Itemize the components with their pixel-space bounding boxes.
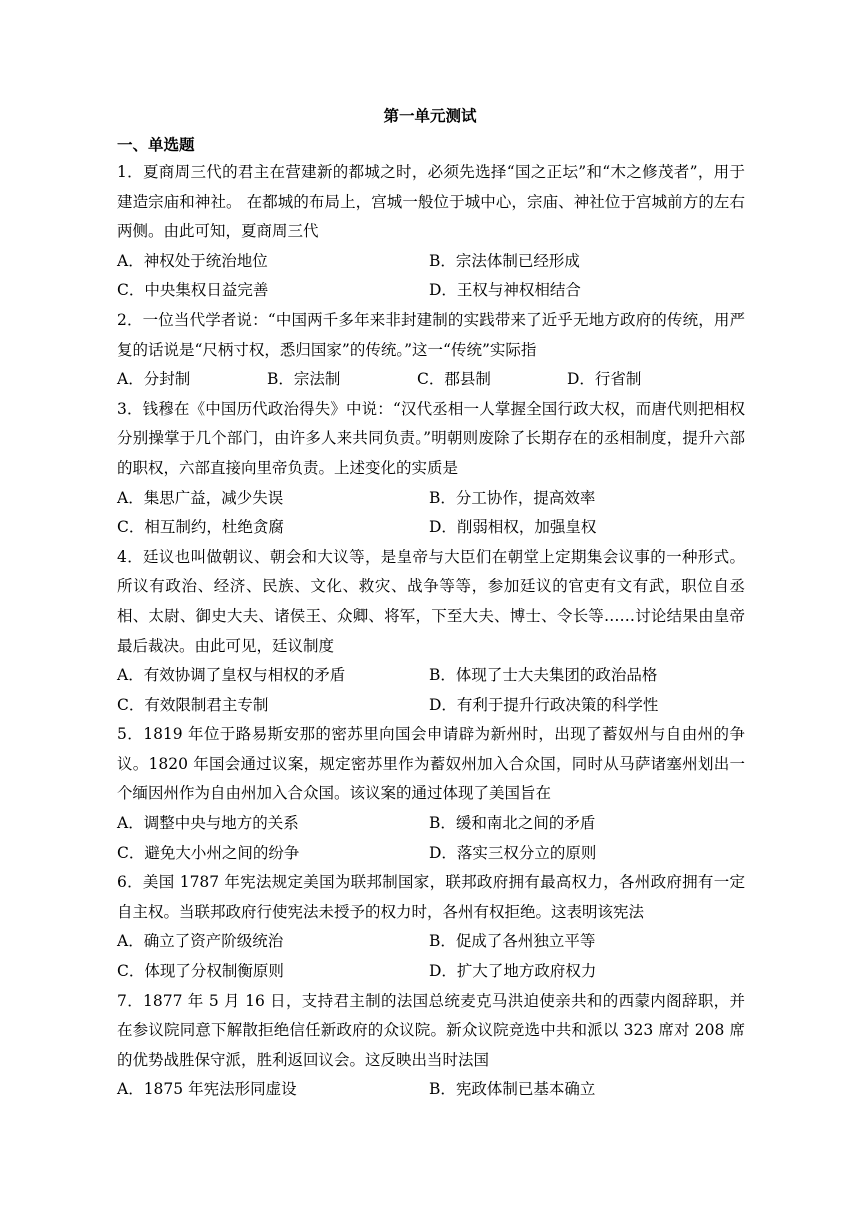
option-d: D．削弱相权，加强皇权 bbox=[429, 518, 597, 537]
question-stem: 2．一位当代学者说：“中国两千多年来非封建制的实践带来了近乎无地方政府的传统，用严复的话说是“尺柄寸权，悉归国家”的传统。”这一“传统”实际指 bbox=[117, 310, 745, 359]
question-1 bbox=[117, 158, 745, 306]
option-c: C．相互制约，杜绝贪腐 bbox=[117, 518, 284, 537]
question-2 bbox=[117, 306, 745, 395]
option-c: C．体现了分权制衡原则 bbox=[117, 962, 284, 981]
document-title: 第一单元测试 bbox=[383, 106, 477, 125]
section-heading: 一、单选题 bbox=[117, 135, 195, 154]
option-group bbox=[117, 927, 745, 986]
option-a: A．1875 年宪法形同虚设 bbox=[117, 1080, 297, 1099]
question-5 bbox=[117, 720, 745, 868]
option-a: A．分封制 bbox=[117, 370, 191, 389]
option-group bbox=[117, 365, 745, 395]
question-stem: 7．1877 年 5 月 16 日，支持君主制的法国总统麦克马洪迫使亲共和的西蒙内阁辞职，并在参议院同意下解散拒绝信任新政府的众议院。新众议院竞选中共和派以 323 席对 208 席的优势战胜保守派，胜利返回议会。这反映出当时法国 bbox=[117, 991, 745, 1069]
option-d: D．有利于提升行政决策的科学性 bbox=[429, 695, 659, 714]
question-6 bbox=[117, 868, 745, 986]
option-c: C．中央集权日益完善 bbox=[117, 281, 269, 300]
question-stem: 3．钱穆在《中国历代政治得失》中说：“汉代丞相一人掌握全国行政大权，而唐代则把相权分别操掌于几个部门，由许多人来共同负责。”明朝则废除了长期存在的丞相制度，提升六部的职权，六部直接向里帝负责。上述变化的实质是 bbox=[117, 399, 745, 477]
question-stem: 6．美国 1787 年宪法规定美国为联邦制国家，联邦政府拥有最高权力，各州政府拥有一定自主权。当联邦政府行使宪法未授予的权力时，各州有权拒绝。这表明该宪法 bbox=[117, 873, 745, 921]
option-b: B．宗法体制已经形成 bbox=[429, 251, 580, 270]
option-c: C．郡县制 bbox=[417, 370, 491, 389]
option-a: A．调整中央与地方的关系 bbox=[117, 814, 299, 833]
question-stem: 5．1819 年位于路易斯安那的密苏里向国会申请辟为新州时，出现了蓄奴州与自由州的争议。1820 年国会通过议案，规定密苏里作为蓄奴州加入合众国，同时从马萨诸塞州划出一个缅因州作为自由州加入合众国。该议案的通过体现了美国旨在 bbox=[117, 725, 745, 803]
option-c: C．有效限制君主专制 bbox=[117, 695, 269, 714]
option-d: D．落实三权分立的原则 bbox=[429, 843, 597, 862]
option-group bbox=[117, 661, 745, 720]
option-a: A．集思广益，减少失误 bbox=[117, 488, 284, 507]
option-a: A．有效协调了皇权与相权的矛盾 bbox=[117, 666, 346, 685]
question-3 bbox=[117, 395, 745, 543]
option-group bbox=[117, 247, 745, 306]
question-stem: 1．夏商周三代的君主在营建新的都城之时，必须先选择“国之正坛”和“木之修茂者”，用于建造宗庙和神社。 在都城的布局上，宫城一般位于城中心，宗庙、神社位于宫城前方的左右两侧。由此可知，夏商周三代 bbox=[117, 163, 745, 241]
option-c: C．避免大小州之间的纷争 bbox=[117, 843, 300, 862]
question-stem: 4．廷议也叫做朝议、朝会和大议等，是皇帝与大臣们在朝堂上定期集会议事的一种形式。所议有政治、经济、民族、文化、救灾、战争等等，参加廷议的官吏有文有武，职位自丞相、太尉、御史大夫、诸侯王、众卿、将军，下至大夫、博士、令长等……讨论结果由皇帝最后裁决。由此可见，廷议制度 bbox=[117, 547, 745, 655]
option-group bbox=[117, 809, 745, 868]
option-group bbox=[117, 484, 745, 543]
option-b: B．促成了各州独立平等 bbox=[429, 932, 596, 951]
option-d: D．扩大了地方政府权力 bbox=[429, 962, 597, 981]
question-4 bbox=[117, 543, 745, 721]
option-b: B．分工协作，提高效率 bbox=[429, 488, 596, 507]
option-b: B．宗法制 bbox=[267, 370, 341, 389]
option-a: A．确立了资产阶级统治 bbox=[117, 932, 284, 951]
option-b: B．宪政体制已基本确立 bbox=[429, 1080, 596, 1099]
option-b: B．体现了士大夫集团的政治品格 bbox=[429, 666, 658, 685]
option-d: D．行省制 bbox=[567, 370, 642, 389]
option-group bbox=[117, 1075, 745, 1105]
question-list bbox=[117, 158, 745, 1105]
question-7 bbox=[117, 987, 745, 1105]
option-a: A．神权处于统治地位 bbox=[117, 251, 268, 270]
option-d: D．王权与神权相结合 bbox=[429, 281, 581, 300]
option-b: B．缓和南北之间的矛盾 bbox=[429, 814, 596, 833]
